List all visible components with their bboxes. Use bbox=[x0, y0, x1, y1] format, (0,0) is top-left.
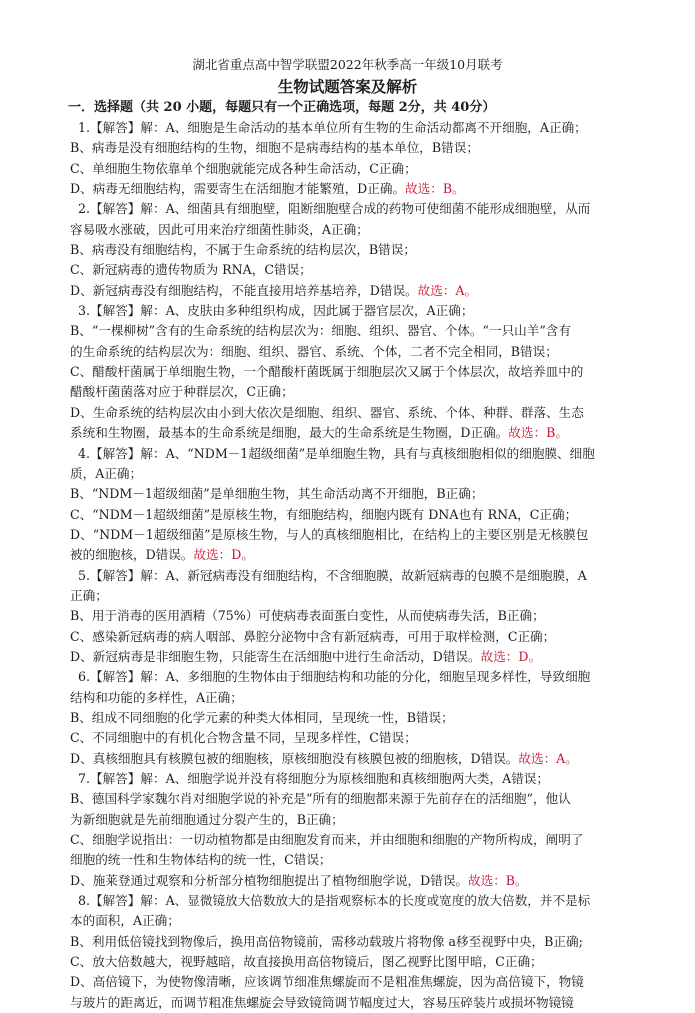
explanation-line bbox=[70, 321, 643, 341]
question-explanation-start bbox=[70, 199, 643, 219]
line-text: 8.【解答】解：A、显微镜放大倍数放大的是指观察标本的长度或宽度的放大倍数，并不是标 bbox=[78, 893, 591, 909]
line-text: 被的细胞核，D错误。 bbox=[70, 547, 194, 563]
line-text: 与玻片的距离近，而调节粗准焦螺旋会导致镜筒调节幅度过大，容易压碎装片或损坏物镜镜 bbox=[70, 994, 574, 1010]
section-heading: 一．选择题（共 20 小题，每题只有一个正确选项，每题 2分，共 40分） bbox=[68, 100, 496, 115]
line-text: C、单细胞生物依靠单个细胞就能完成各种生命活动，C正确； bbox=[70, 160, 417, 176]
explanation-line bbox=[70, 281, 643, 301]
line-text: D、新冠病毒没有细胞结构，不能直接用培养基培养，D错误。 bbox=[70, 282, 418, 298]
question-explanation-start bbox=[70, 444, 643, 464]
question-explanation-start bbox=[70, 891, 643, 911]
line-text: 为新细胞就是先前细胞通过分裂产生的，B正确； bbox=[70, 811, 344, 827]
line-text: B、病毒没有细胞结构，不属于生命系统的结构层次，B错误； bbox=[70, 242, 416, 258]
explanation-line bbox=[70, 484, 643, 504]
line-text: B、病毒是没有细胞结构的生物，细胞不是病毒结构的基本单位，B错误； bbox=[70, 140, 479, 156]
question-explanation-start bbox=[70, 769, 643, 789]
answer-choice: 故选：A。 bbox=[518, 750, 578, 766]
line-text: 本的面积，A正确； bbox=[70, 913, 180, 929]
explanation-line bbox=[70, 850, 643, 870]
explanation-line bbox=[70, 627, 643, 647]
explanation-line bbox=[70, 423, 643, 443]
answer-choice: 故选：D。 bbox=[193, 547, 254, 563]
question-explanation-start bbox=[70, 566, 643, 586]
explanation-line bbox=[70, 260, 643, 280]
explanation-line bbox=[70, 586, 643, 606]
page-title: 生物试题答案及解析 bbox=[277, 77, 418, 96]
explanation-line bbox=[70, 647, 643, 667]
answer-choice: 故选：B。 bbox=[508, 425, 568, 441]
explanation-line bbox=[70, 911, 643, 931]
line-text: 结构和功能的多样性，A正确； bbox=[70, 689, 243, 705]
explanation-line bbox=[70, 871, 643, 891]
explanation-line bbox=[70, 952, 643, 972]
explanation-line bbox=[70, 728, 643, 748]
line-text: 7.【解答】解：A、细胞学说并没有将细胞分为原核细胞和真核细胞两大类，A错误； bbox=[78, 771, 549, 786]
line-text: 6.【解答】解：A、多细胞的生物体由于细胞结构和功能的分化，细胞呈现多样性，导致细胞 bbox=[78, 669, 591, 685]
explanation-line bbox=[70, 708, 643, 728]
line-text: 醋酸杆菌菌落对应于种群层次，C正确； bbox=[70, 384, 294, 400]
line-text: 系统和生物圈，最基本的生命系统是细胞，最大的生命系统是生物圈，D正确。 bbox=[70, 425, 509, 441]
line-text: 1.【解答】解：A、细胞是生命活动的基本单位所有生物的生命活动都离不开细胞，A正确； bbox=[78, 120, 587, 135]
explanation-line bbox=[70, 525, 643, 545]
line-text: D、“NDM－1超级细菌”是原核生物，与人的真核细胞相比，在结构上的主要区别是无核膜包 bbox=[70, 526, 589, 542]
explanation-line bbox=[70, 403, 643, 423]
line-text: 4.【解答】解：A、“NDM－1超级细菌”是单细胞生物，具有与真核细胞相似的细胞膜、细胞 bbox=[78, 445, 595, 461]
line-text: C、醋酸杆菌属于单细胞生物，一个醋酸杆菌既属于细胞层次又属于个体层次，故培养皿中的 bbox=[70, 364, 584, 380]
question-explanation-start bbox=[70, 118, 643, 138]
answer-choice: 故选：B。 bbox=[405, 181, 465, 197]
explanation-line bbox=[70, 464, 643, 484]
line-text: C、放大倍数越大，视野越暗，故直接换用高倍物镜后，图乙视野比图甲暗，C正确； bbox=[70, 954, 543, 970]
answer-choice: 故选：D。 bbox=[480, 648, 542, 664]
explanation-line bbox=[70, 159, 643, 179]
line-text: D、高倍镜下，为使物像清晰，应该调节细准焦螺旋而不是粗准焦螺旋，因为高倍镜下，物镜 bbox=[70, 974, 584, 990]
line-text: 正确； bbox=[70, 587, 108, 603]
line-text: D、真核细胞具有核膜包被的细胞核，原核细胞没有核膜包被的细胞核，D错误。 bbox=[70, 750, 519, 766]
line-text: 细胞的统一性和生物体结构的统一性，C错误； bbox=[70, 852, 332, 868]
line-text: 5.【解答】解：A、新冠病毒没有细胞结构，不含细胞膜，故新冠病毒的包膜不是细胞膜，A bbox=[78, 567, 587, 583]
line-text: 质，A正确； bbox=[70, 465, 143, 481]
explanation-line bbox=[70, 830, 643, 850]
line-text: C、感染新冠病毒的病人咽部、鼻腔分泌物中含有新冠病毒，可用于取样检测，C正确； bbox=[70, 628, 556, 644]
line-text: 的生命系统的结构层次为：细胞、组织、器官、系统、个体，二者不完全相同，B错误； bbox=[70, 343, 558, 359]
explanation-line bbox=[70, 240, 643, 260]
line-text: C、“NDM－1超级细菌”是原核生物，有细胞结构，细胞内既有 DNA也有 RNA，C正确； bbox=[70, 506, 578, 522]
explanation-line bbox=[70, 606, 643, 626]
question-explanation-start bbox=[70, 301, 643, 321]
explanation-line bbox=[70, 138, 643, 158]
line-text: D、生命系统的结构层次由小到大依次是细胞、组织、器官、系统、个体、种群、群落、生态 bbox=[70, 404, 584, 420]
line-text: B、用于消毒的医用酒精（75%）可使病毒表面蛋白变性，从而使病毒失活，B正确； bbox=[70, 608, 545, 624]
line-text: C、新冠病毒的遗传物质为 RNA，C错误； bbox=[70, 262, 312, 278]
explanation-line bbox=[70, 382, 643, 402]
line-text: B、组成不同细胞的化学元素的种类大体相同，呈现统一性，B错误； bbox=[70, 709, 454, 725]
explanation-line bbox=[70, 545, 643, 565]
line-text: C、不同细胞中的有机化合物含量不同，呈现多样性，C错误； bbox=[70, 730, 417, 746]
explanation-line bbox=[70, 179, 643, 199]
exam-header: 湖北省重点高中智学联盟2022年秋季高一年级10月联考 bbox=[192, 57, 503, 72]
line-text: D、病毒无细胞结构，需要寄生在活细胞才能繁殖，D正确。 bbox=[70, 181, 406, 197]
line-text: B、利用低倍镜找到物像后，换用高倍物镜前，需移动载玻片将物像 a移至视野中央，B正确; bbox=[70, 933, 583, 949]
line-text: B、“NDM－1超级细菌”是单细胞生物，其生命活动离不开细胞，B正确； bbox=[70, 486, 484, 502]
line-text: D、新冠病毒是非细胞生物，只能寄生在活细胞中进行生命活动，D错误。 bbox=[70, 648, 481, 664]
line-text: D、施莱登通过观察和分析部分植物细胞提出了植物细胞学说，D错误。 bbox=[70, 872, 469, 888]
answer-choice: 故选：A。 bbox=[417, 282, 478, 298]
explanation-line bbox=[70, 749, 643, 769]
explanation-line bbox=[70, 688, 643, 708]
explanation-line bbox=[70, 342, 643, 362]
line-text: 2.【解答】解：A、细菌具有细胞壁，阻断细胞壁合成的药物可使细菌不能形成细胞壁，从而 bbox=[78, 201, 591, 217]
line-text: C、细胞学说指出：一切动植物都是由细胞发育而来，并由细胞和细胞的产物所构成，阐明了 bbox=[70, 832, 584, 848]
line-text: 容易吸水涨破，因此可用来治疗细菌性肺炎，A正确； bbox=[70, 221, 369, 237]
explanation-line bbox=[70, 220, 643, 240]
explanation-line bbox=[70, 932, 643, 952]
line-text: B、德国科学家魏尔肖对细胞学说的补充是“所有的细胞都来源于先前存在的活细胞“，他认 bbox=[70, 791, 571, 807]
explanation-line bbox=[70, 505, 643, 525]
answer-body bbox=[70, 118, 643, 1013]
explanation-line bbox=[70, 810, 643, 830]
explanation-line bbox=[70, 362, 643, 382]
explanation-line bbox=[70, 789, 643, 809]
line-text: B、“一棵柳树”含有的生命系统的结构层次为：细胞、组织、器官、个体。“一只山羊”含有 bbox=[70, 323, 571, 339]
explanation-line bbox=[70, 993, 643, 1013]
answer-choice: 故选：B。 bbox=[468, 872, 528, 888]
line-text: 3.【解答】解：A、皮肤由多种组织构成，因此属于器官层次，A正确； bbox=[78, 303, 474, 319]
question-explanation-start bbox=[70, 667, 643, 687]
